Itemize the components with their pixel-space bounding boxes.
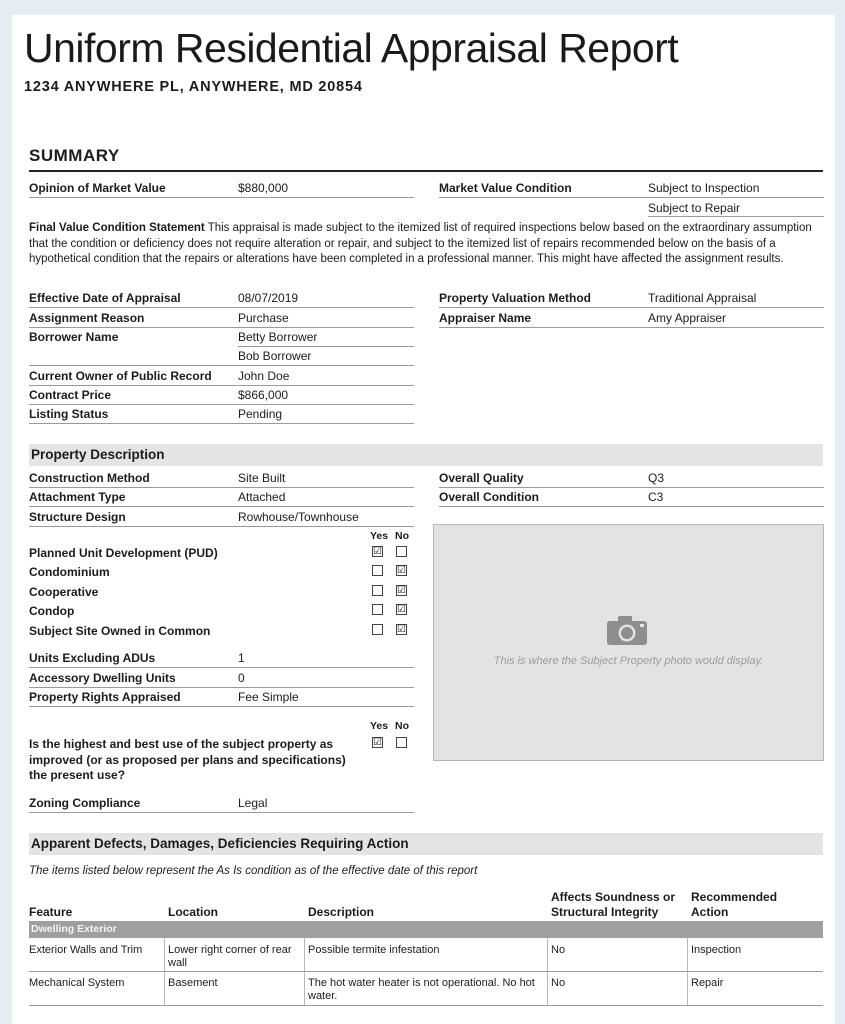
borrower-name-1: Betty Borrower — [238, 330, 318, 344]
effective-date-label: Effective Date of Appraisal — [29, 291, 181, 305]
site-owned-no-checkbox[interactable]: ☑ — [397, 624, 406, 635]
site-owned-in-common-label: Subject Site Owned in Common — [29, 624, 211, 638]
pud-no-checkbox[interactable] — [396, 546, 407, 557]
column-separator — [687, 972, 688, 1005]
row-2-affects: No — [551, 977, 566, 989]
attachment-type-label: Attachment Type — [29, 490, 126, 504]
pud-yes-checkbox[interactable]: ☑ — [373, 546, 382, 557]
divider — [238, 346, 414, 347]
divider — [439, 307, 824, 308]
condop-label: Condop — [29, 604, 75, 618]
appraisal-report-page — [12, 15, 835, 1024]
row-divider — [29, 971, 823, 972]
listing-status-value: Pending — [238, 407, 283, 421]
divider — [29, 687, 414, 688]
column-separator — [304, 938, 305, 971]
report-title: Uniform Residential Appraisal Report — [24, 25, 679, 71]
column-separator — [164, 972, 165, 1005]
divider — [439, 487, 824, 488]
column-separator — [687, 938, 688, 971]
column-separator — [547, 972, 548, 1005]
overall-quality-value: Q3 — [648, 471, 665, 485]
hbu-yes-column-label: Yes — [370, 720, 389, 732]
no-column-label: No — [395, 530, 409, 542]
construction-method-value: Site Built — [238, 471, 286, 485]
overall-condition-value: C3 — [648, 490, 664, 504]
overall-condition-label: Overall Condition — [439, 490, 540, 504]
accessory-dwelling-units-value: 0 — [238, 671, 245, 685]
highest-best-use-question: Is the highest and best use of the subject property as improved (or as proposed per plans and specifications) the present use? — [29, 737, 346, 782]
contract-price-value: $866,000 — [238, 388, 289, 402]
property-description-bar — [29, 444, 823, 466]
effective-date-value: 08/07/2019 — [238, 291, 299, 305]
condominium-yes-checkbox[interactable] — [372, 565, 383, 576]
divider — [29, 526, 414, 527]
property-rights-label: Property Rights Appraised — [29, 690, 181, 704]
row-2-feature: Mechanical System — [29, 977, 125, 989]
divider — [29, 197, 414, 198]
column-separator — [304, 972, 305, 1005]
col-affects-header: Affects Soundness or Structural Integrity — [551, 890, 676, 919]
assignment-reason-value: Purchase — [238, 311, 289, 325]
opinion-of-market-value-label: Opinion of Market Value — [29, 181, 166, 195]
defects-bar — [29, 833, 823, 855]
units-excluding-adus-value: 1 — [238, 651, 245, 665]
row-1-feature: Exterior Walls and Trim — [29, 944, 143, 956]
property-address: 1234 ANYWHERE PL, ANYWHERE, MD 20854 — [24, 79, 363, 95]
defects-heading: Apparent Defects, Damages, Deficiencies Requiring Action — [31, 836, 409, 851]
condominium-label: Condominium — [29, 565, 110, 579]
hbu-no-column-label: No — [395, 720, 409, 732]
camera-icon — [606, 615, 648, 646]
row-1-action: Inspection — [691, 944, 742, 956]
structure-design-value: Rowhouse/Townhouse — [238, 510, 359, 524]
divider — [439, 197, 824, 198]
property-rights-value: Fee Simple — [238, 690, 299, 704]
divider — [439, 506, 824, 507]
cooperative-no-checkbox[interactable]: ☑ — [397, 585, 406, 596]
condominium-no-checkbox[interactable]: ☑ — [397, 565, 406, 576]
divider — [29, 307, 414, 308]
overall-quality-label: Overall Quality — [439, 471, 524, 485]
appraiser-name-label: Appraiser Name — [439, 311, 532, 325]
hbu-yes-checkbox[interactable]: ☑ — [373, 737, 382, 748]
divider — [29, 365, 414, 366]
divider — [29, 404, 414, 405]
cooperative-yes-checkbox[interactable] — [372, 585, 383, 596]
valuation-method-value: Traditional Appraisal — [648, 291, 757, 305]
valuation-method-label: Property Valuation Method — [439, 291, 592, 305]
summary-rule — [29, 170, 823, 172]
construction-method-label: Construction Method — [29, 471, 150, 485]
market-value-condition-1: Subject to Inspection — [648, 181, 760, 195]
row-2-action: Repair — [691, 977, 724, 989]
defects-note: The items listed below represent the As Is condition as of the effective date of this report — [29, 865, 478, 877]
divider — [29, 487, 414, 488]
column-separator — [547, 938, 548, 971]
condop-yes-checkbox[interactable] — [372, 604, 383, 615]
row-1-location: Lower right corner of rear wall — [168, 944, 292, 969]
row-2-description: The hot water heater is not operational. No hot water. — [308, 977, 535, 1002]
fvcs-label: Final Value Condition Statement — [29, 222, 205, 234]
divider — [29, 327, 414, 328]
divider — [29, 706, 414, 707]
borrower-name-2: Bob Borrower — [238, 349, 312, 363]
attachment-type-value: Attached — [238, 490, 286, 504]
final-value-condition-statement — [29, 221, 819, 268]
summary-heading: SUMMARY — [29, 146, 120, 165]
divider — [29, 667, 414, 668]
market-value-condition-label: Market Value Condition — [439, 181, 572, 195]
subject-property-photo-placeholder — [433, 524, 824, 761]
col-feature-header: Feature — [29, 905, 73, 919]
col-location-header: Location — [168, 905, 218, 919]
row-1-affects: No — [551, 944, 566, 956]
divider — [439, 327, 824, 328]
row-1-description: Possible termite infestation — [308, 944, 440, 956]
borrower-name-label: Borrower Name — [29, 330, 119, 344]
zoning-compliance-label: Zoning Compliance — [29, 796, 141, 810]
dwelling-exterior-group-band — [29, 921, 823, 938]
divider — [29, 385, 414, 386]
units-excluding-adus-label: Units Excluding ADUs — [29, 651, 156, 665]
column-separator — [164, 938, 165, 971]
col-description-header: Description — [308, 905, 375, 919]
divider — [29, 506, 414, 507]
structure-design-label: Structure Design — [29, 510, 126, 524]
assignment-reason-label: Assignment Reason — [29, 311, 145, 325]
opinion-of-market-value: $880,000 — [238, 181, 289, 195]
col-action-header: Recommended Action — [691, 890, 778, 919]
contract-price-label: Contract Price — [29, 388, 112, 402]
divider — [29, 812, 414, 813]
site-owned-yes-checkbox[interactable] — [372, 624, 383, 635]
fvcs-text: This appraisal is made subject to the itemized list of required inspections below based on the extraordinary assumption that the condition or deficiency does not require alteration or repair, and subject to the itemized list of repairs recommended below on the basis of a hypothetical condition that the repairs or alterations have been completed in a professional manner. This might have affected the assignment results. — [29, 222, 812, 265]
divider — [648, 216, 824, 217]
row-divider — [29, 1005, 823, 1006]
photo-placeholder-text: This is where the Subject Property photo would display. — [493, 655, 764, 667]
yes-column-label: Yes — [370, 530, 389, 542]
zoning-compliance-value: Legal — [238, 796, 268, 810]
current-owner-value: John Doe — [238, 369, 290, 383]
divider — [29, 423, 414, 424]
condop-no-checkbox[interactable]: ☑ — [397, 604, 406, 615]
pud-label: Planned Unit Development (PUD) — [29, 546, 218, 560]
market-value-condition-2: Subject to Repair — [648, 201, 741, 215]
row-2-location: Basement — [168, 977, 218, 989]
current-owner-label: Current Owner of Public Record — [29, 369, 212, 383]
accessory-dwelling-units-label: Accessory Dwelling Units — [29, 671, 176, 685]
appraiser-name-value: Amy Appraiser — [648, 311, 727, 325]
property-description-heading: Property Description — [31, 447, 165, 462]
group-label: Dwelling Exterior — [31, 923, 117, 935]
listing-status-label: Listing Status — [29, 407, 109, 421]
cooperative-label: Cooperative — [29, 585, 99, 599]
hbu-no-checkbox[interactable] — [396, 737, 407, 748]
